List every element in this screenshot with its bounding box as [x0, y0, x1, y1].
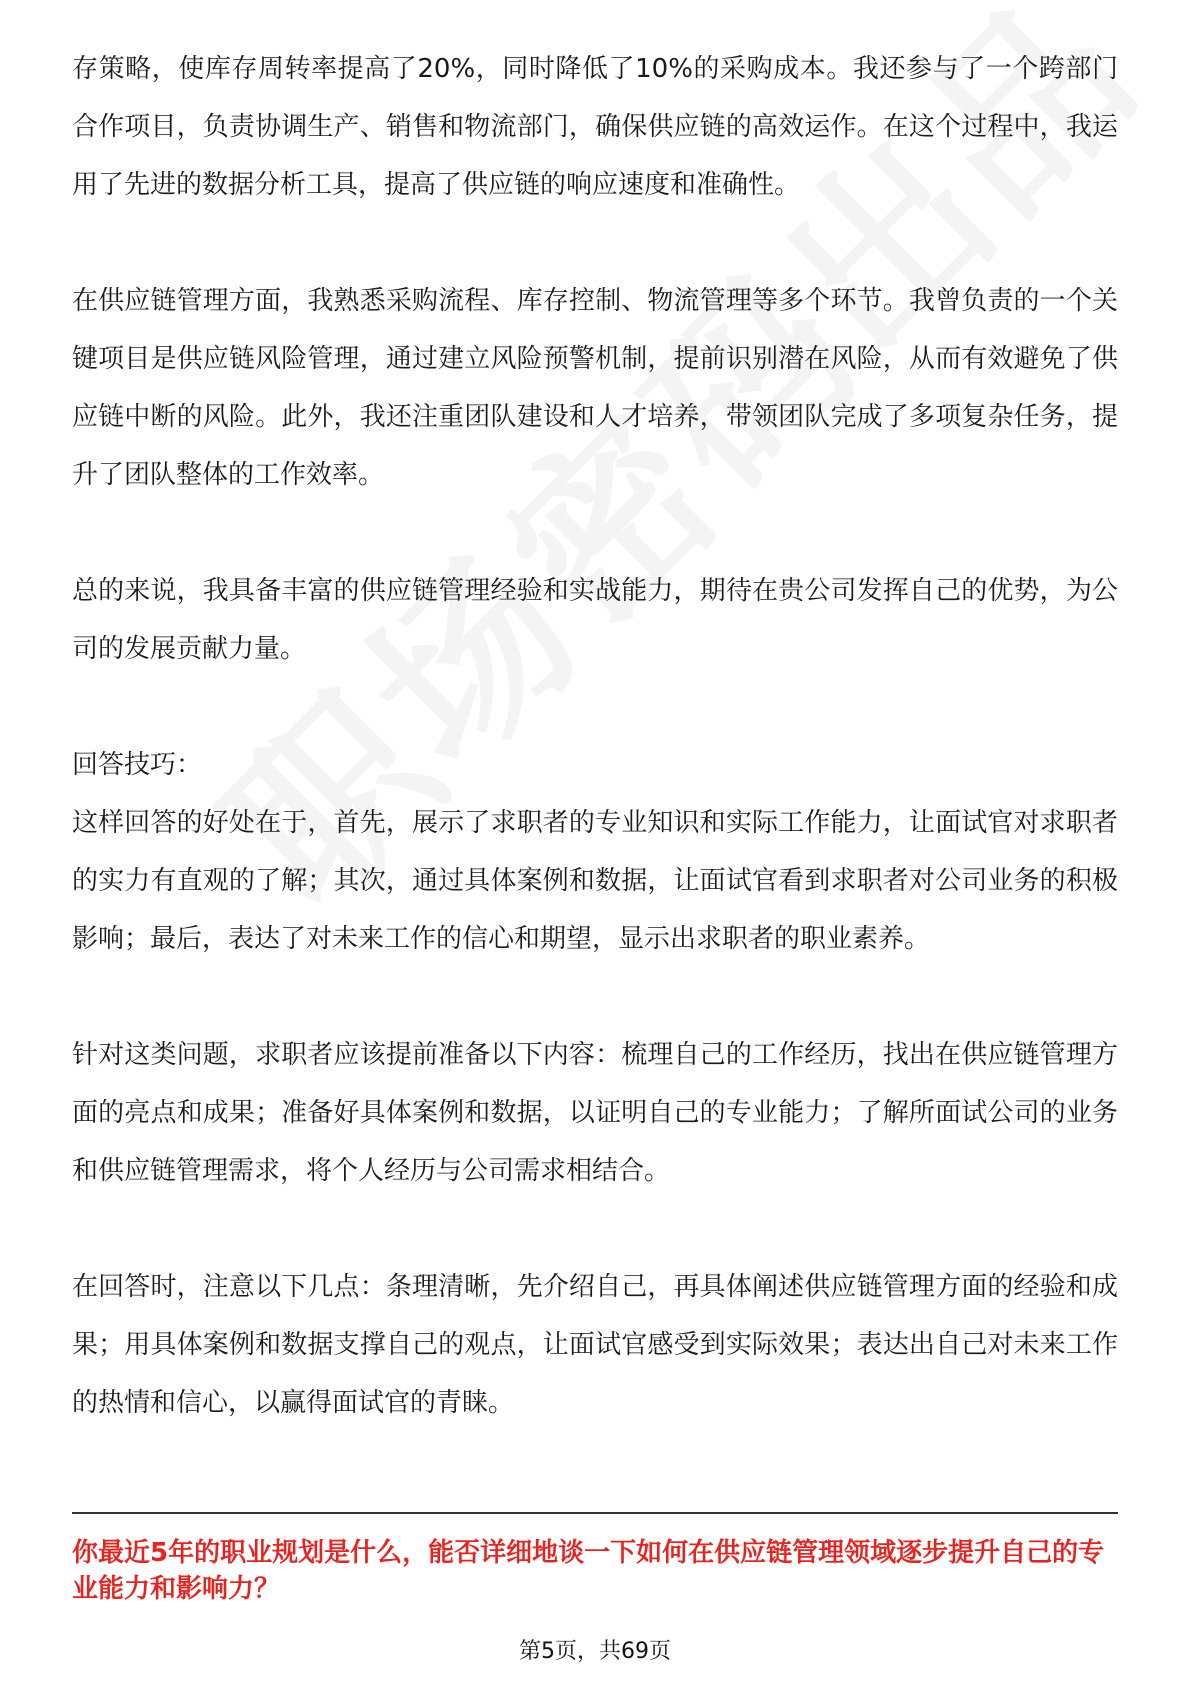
page-number: 第5页，共69页: [519, 1639, 671, 1664]
paragraph-tips-preparation: 针对这类问题，求职者应该提前准备以下内容：梳理自己的工作经历，找出在供应链管理方面的亮点和成果；准备好具体案例和数据，以证明自己的专业能力；了解所面试公司的业务和供应链管理需求，将个人经历与公司需求相结合。: [72, 1040, 1118, 1186]
next-question-heading: 你最近5年的职业规划是什么，能否详细地谈一下如何在供应链管理领域逐步提升自己的专业能力和影响力？: [72, 1538, 1105, 1604]
paragraph-answer-skills: 在供应链管理方面，我熟悉采购流程、库存控制、物流管理等多个环节。我曾负责的一个关键项目是供应链风险管理，通过建立风险预警机制，提前识别潜在风险，从而有效避免了供应链中断的风险。此外，我还注重团队建设和人才培养，带领团队完成了多项复杂任务，提升了团队整体的工作效率。: [72, 286, 1118, 490]
tips-heading: 回答技巧：: [72, 750, 203, 780]
section-divider: [72, 1512, 1118, 1514]
document-body: [72, 40, 1118, 1432]
paragraph-tips-attention: 在回答时，注意以下几点：条理清晰，先介绍自己，再具体阐述供应链管理方面的经验和成果；用具体案例和数据支撑自己的观点，让面试官感受到实际效果；表达出自己对未来工作的热情和信心，以赢得面试官的青睐。: [72, 1272, 1118, 1418]
paragraph-answer-experience: 存策略，使库存周转率提高了20%，同时降低了10%的采购成本。我还参与了一个跨部门合作项目，负责协调生产、销售和物流部门，确保供应链的高效运作。在这个过程中，我运用了先进的数据分析工具，提高了供应链的响应速度和准确性。: [72, 54, 1118, 200]
paragraph-answer-summary: 总的来说，我具备丰富的供应链管理经验和实战能力，期待在贵公司发挥自己的优势，为公司的发展贡献力量。: [72, 576, 1118, 664]
paragraph-tips-benefits: 这样回答的好处在于，首先，展示了求职者的专业知识和实际工作能力，让面试官对求职者的实力有直观的了解；其次，通过具体案例和数据，让面试官看到求职者对公司业务的积极影响；最后，表达了对未来工作的信心和期望，显示出求职者的职业素养。: [72, 808, 1118, 954]
